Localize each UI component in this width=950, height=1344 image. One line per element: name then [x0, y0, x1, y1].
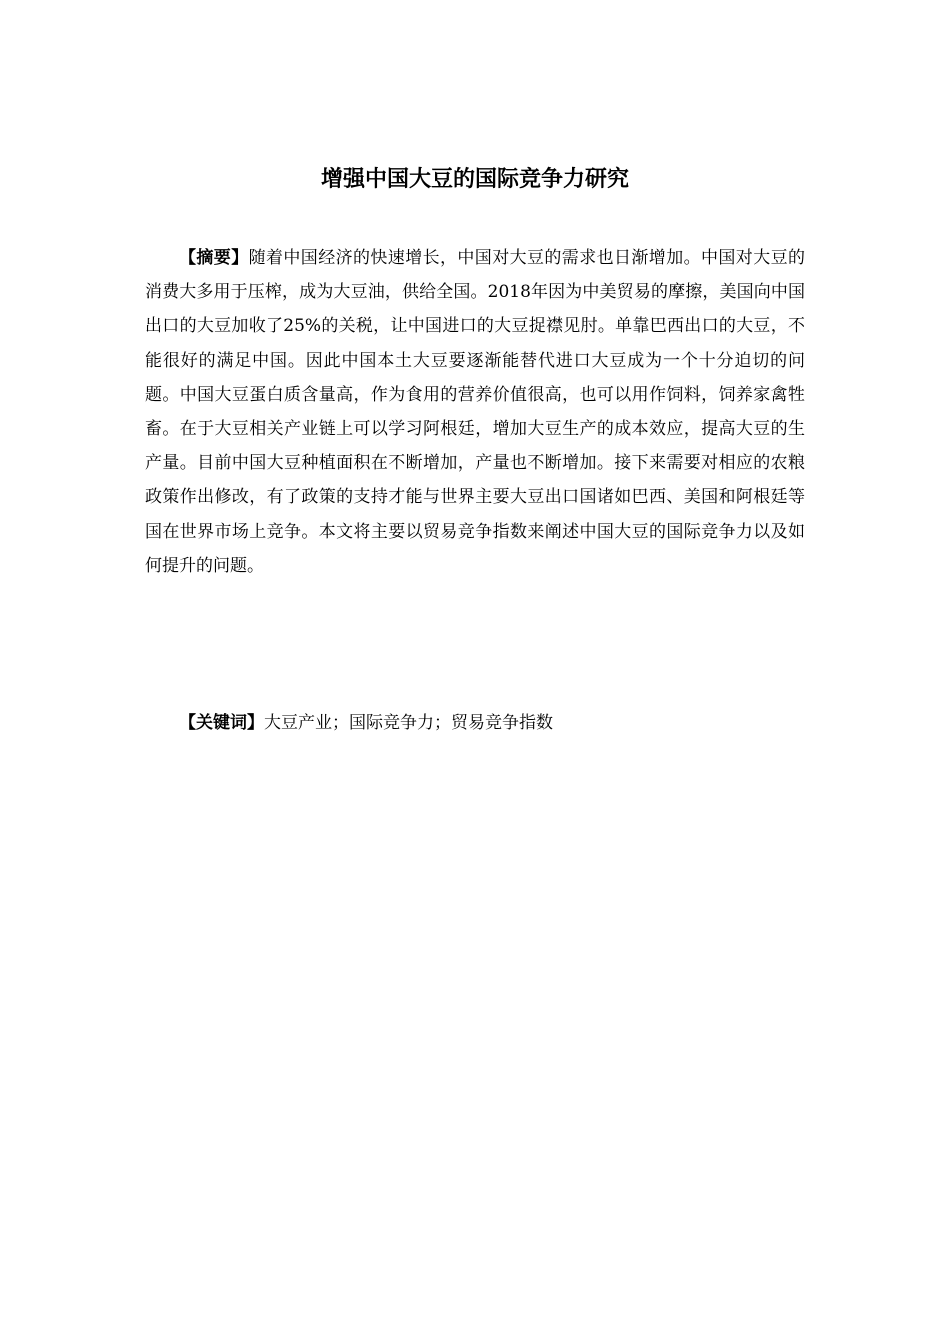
keywords-text: 大豆产业；国际竞争力；贸易竞争指数: [264, 713, 553, 733]
abstract-label: 【摘要】: [179, 248, 249, 268]
document-title: 增强中国大豆的国际竞争力研究: [320, 167, 629, 192]
abstract-text: 随着中国经济的快速增长，中国对大豆的需求也日渐增加。中国对大豆的消费大多用于压榨，成为大豆油，供给全国。2018年因为中美贸易的摩擦，美国向中国出口的大豆加收了25%的关税，让中国进口的大豆捉襟见肘。单靠巴西出口的大豆，不能很好的满足中国。因此中国本土大豆要逐渐能替代进口大豆成为一个十分迫切的问题。中国大豆蛋白质含量高，作为食用的营养价值很高，也可以用作饲料，饲养家禽牲畜。在于大豆相关产业链上可以学习阿根廷，增加大豆生产的成本效应，提高大豆的生产量。目前中国大豆种植面积在不断增加，产量也不断增加。接下来需要对相应的农粮政策作出修改，有了政策的支持才能与世界主要大豆出口国诸如巴西、美国和阿根廷等国在世界市场上竞争。本文将主要以贸易竞争指数来阐述中国大豆的国际竞争力以及如何提升的问题。: [145, 248, 806, 576]
abstract-paragraph: [145, 241, 805, 583]
keywords-label: 【关键词】: [179, 713, 264, 733]
keywords-paragraph: [179, 706, 805, 740]
